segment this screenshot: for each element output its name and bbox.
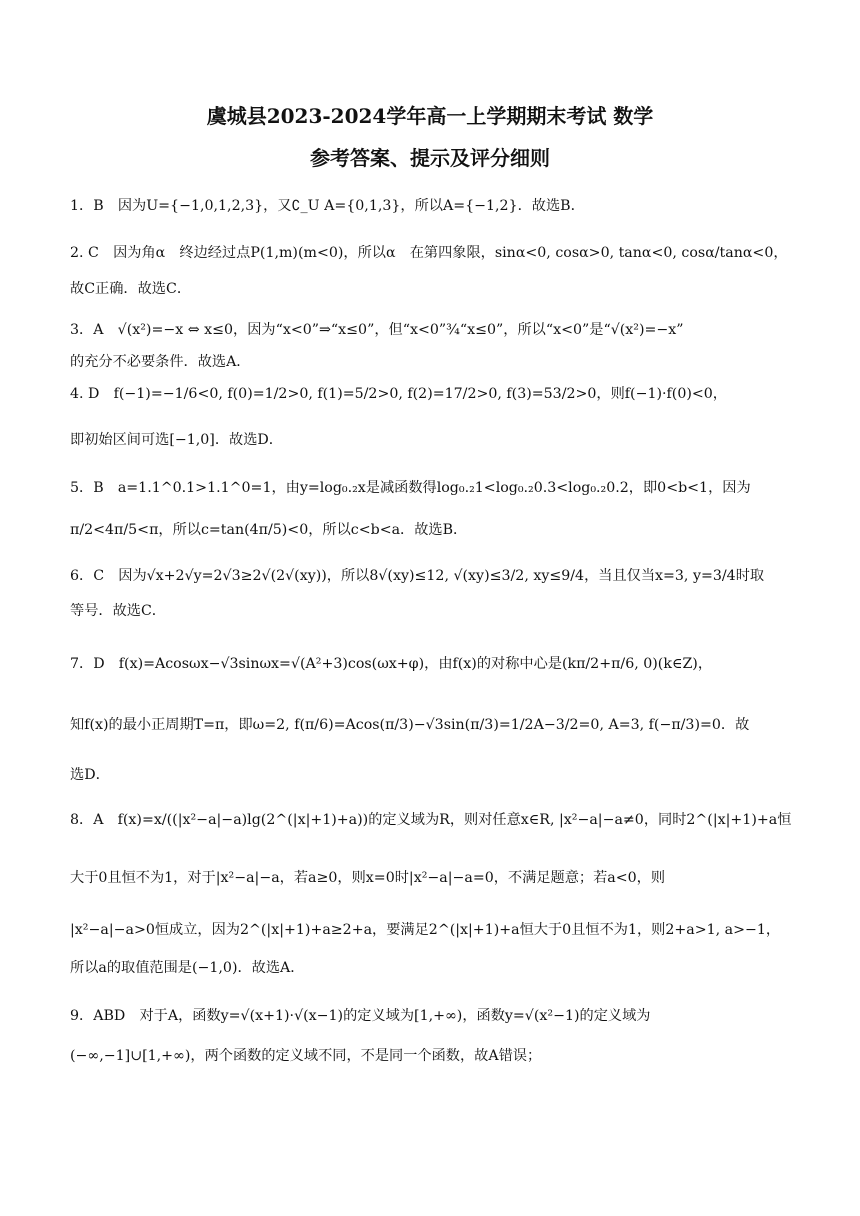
answer-line-7b: 知f(x)的最小正周期T=π，即ω=2, f(π/6)=Acos(π/3)−√3sin(π/3)=1/2A−3/2=0, A=3, f(−π/3)=0．故 [70,717,750,733]
page-title: 虞城县2023-2024学年高一上学期期末考试 数学 [206,104,654,128]
answer-line-9b: (−∞,−1]∪[1,+∞)，两个函数的定义域不同，不是同一个函数，故A错误； [70,1048,542,1064]
answer-line-8a: 8．A f(x)=x/((|x²−a|−a)lg(2^(|x|+1)+a))的定义域为R，则对任意x∈R, |x²−a|−a≠0，同时2^(|x|+1)+a恒 [70,812,792,828]
answer-line-2b: 故C正确．故选C． [70,281,192,297]
answer-line-6a: 6．C 因为√x+2√y=2√3≥2√(2√(xy))，所以8√(xy)≤12, √(xy)≤3/2, xy≤9/4，当且仅当x=3, y=3/4时取 [70,568,765,584]
answer-line-8b: 大于0且恒不为1，对于|x²−a|−a，若a≥0，则x=0时|x²−a|−a=0，不满足题意；若a<0，则 [70,870,666,886]
answer-line-8c: |x²−a|−a>0恒成立，因为2^(|x|+1)+a≥2+a，要满足2^(|x|+1)+a恒大于0且恒不为1，则2+a>1, a>−1， [70,922,781,938]
answer-line-4a: 4. D f(−1)=−1/6<0, f(0)=1/2>0, f(1)=5/2>0, f(2)=17/2>0, f(3)=53/2>0，则f(−1)·f(0)<0， [70,386,727,402]
answer-line-9a: 9．ABD 对于A，函数y=√(x+1)·√(x−1)的定义域为[1,+∞)，函数y=√(x²−1)的定义域为 [70,1008,651,1024]
answer-line-1: 1．B 因为U={−1,0,1,2,3}，又∁_U A={0,1,3}，所以A={−1,2}．故选B． [70,198,585,214]
answer-line-2a: 2. C 因为角α 终边经过点P(1,m)(m<0)，所以α 在第四象限，sinα<0, cosα>0, tanα<0, cosα/tanα<0， [70,245,788,261]
answer-line-7c: 选D． [70,767,110,783]
answer-line-8d: 所以a的取值范围是(−1,0)．故选A． [70,960,305,976]
answer-line-4b: 即初始区间可选[−1,0]．故选D． [70,432,283,448]
answer-line-7a: 7．D f(x)=Acosωx−√3sinωx=√(A²+3)cos(ωx+φ)，由f(x)的对称中心是(kπ/2+π/6, 0)(k∈Z)， [70,656,713,672]
answer-line-6b: 等号．故选C． [70,603,166,619]
answer-line-5b: π/2<4π/5<π，所以c=tan(4π/5)<0，所以c<b<a．故选B． [70,522,468,538]
page-subtitle: 参考答案、提示及评分细则 [310,146,550,170]
answer-line-3a: 3．A √(x²)=−x ⇔ x≤0，因为“x<0”⇒“x≤0”，但“x<0”¾“x≤0”，所以“x<0”是“√(x²)=−x” [70,322,684,338]
answer-line-5a: 5．B a=1.1^0.1>1.1^0=1，由y=log₀.₂x是减函数得log₀.₂1<log₀.₂0.3<log₀.₂0.2，即0<b<1，因为 [70,480,751,496]
answer-line-3b: 的充分不必要条件．故选A． [70,354,251,370]
